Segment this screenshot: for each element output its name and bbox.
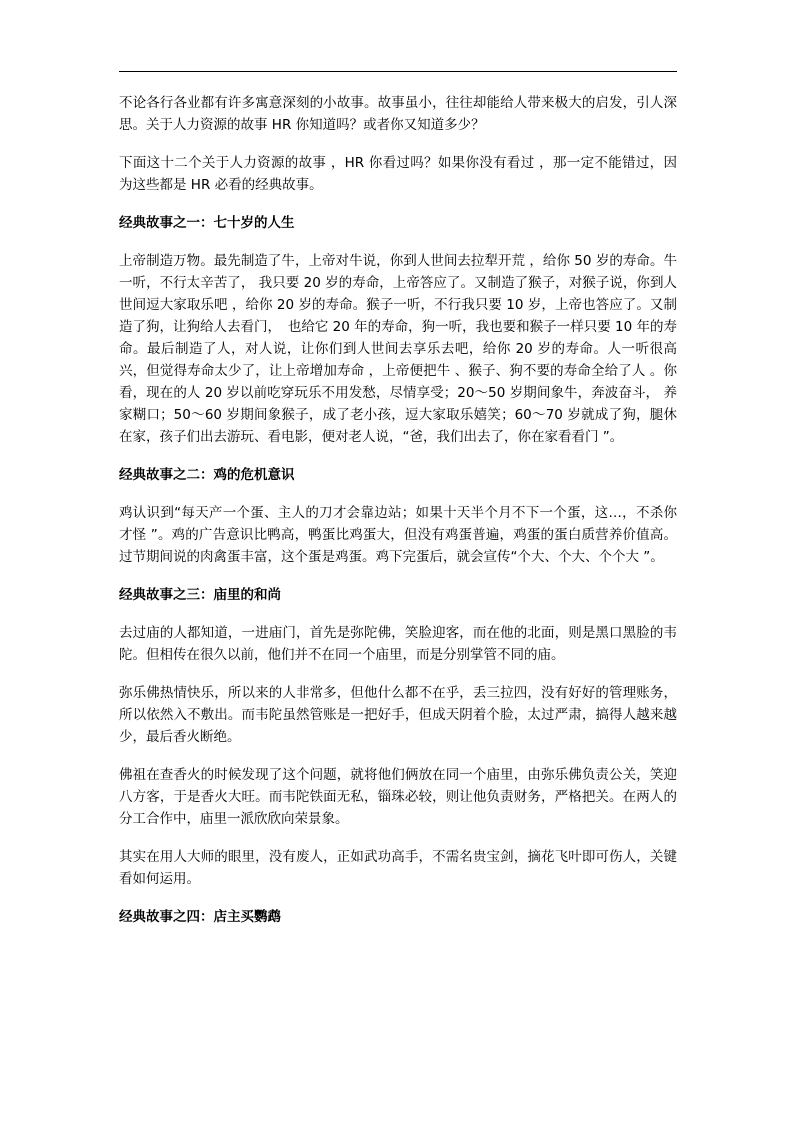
- story-paragraph: 弥乐佛热情快乐，所以来的人非常多，但他什么都不在乎，丢三拉四，没有好好的管理账务，所以依然入不敷出。而韦陀虽然管账是一把好手，但成天阴着个脸，太过严肃，搞得人越来越少，最后香火断绝。: [119, 685, 677, 745]
- story-paragraph: 鸡认识到“每天产一个蛋、主人的刀才会靠边站；如果十天半个月不下一个蛋，这…，不杀你才怪 ”。鸡的广告意识比鸭高，鸭蛋比鸡蛋大，但没有鸡蛋普遍，鸡蛋的蛋白质营养价值高。过节期间说的肉禽蛋丰富，这个蛋是鸡蛋。鸡下完蛋后，就会宣传“个大、个大、个个大 ”。: [119, 505, 677, 565]
- story-paragraph: 佛祖在查香火的时候发现了这个问题，就将他们俩放在同一个庙里，由弥乐佛负责公关，笑迎八方客，于是香火大旺。而韦陀铁面无私，锱珠必较，则让他负责财务，严格把关。在两人的分工合作中，庙里一派欣欣向荣景象。: [119, 767, 677, 827]
- header-rule: [119, 71, 677, 72]
- story-paragraph: 其实在用人大师的眼里，没有废人，正如武功高手，不需名贵宝剑，摘花飞叶即可伤人，关键看如何运用。: [119, 849, 677, 887]
- story-heading: 经典故事之二：鸡的危机意识: [119, 467, 295, 483]
- intro-paragraph: 下面这十二个关于人力资源的故事 ，HR 你看过吗？如果你没有看过 ，那一定不能错过，因为这些都是 HR 必看的经典故事。: [119, 155, 677, 193]
- story-paragraph: 去过庙的人都知道，一进庙门，首先是弥陀佛，笑脸迎客，而在他的北面，则是黑口黑脸的韦陀。但相传在很久以前，他们并不在同一个庙里，而是分别掌管不同的庙。: [119, 625, 677, 663]
- story-heading: 经典故事之四：店主买鹦鹉: [119, 909, 281, 925]
- story-heading: 经典故事之三：庙里的和尚: [119, 587, 281, 603]
- document-body: [119, 92, 677, 944]
- intro-paragraph: 不论各行各业都有许多寓意深刻的小故事。故事虽小，往往却能给人带来极大的启发，引人深思。关于人力资源的故事 HR 你知道吗？或者你又知道多少？: [119, 95, 677, 133]
- story-heading: 经典故事之一：七十岁的人生: [119, 215, 295, 231]
- story-paragraph: 上帝制造万物。最先制造了牛，上帝对牛说，你到人世间去拉犁开荒 ，给你 50 岁的寿命。牛一听，不行太辛苦了， 我只要 20 岁的寿命，上帝答应了。又制造了猴子，对猴子说，你到人世间逗大家取乐吧 ，给你 20 岁的寿命。猴子一听，不行我只要 10 岁，上帝也答应了。又制造了狗，让狗给人去看门， 也给它 20 年的寿命，狗一听，我也要和猴子一样只要 10 年的寿命。最后制造了人，对人说，让你们到人世间去享乐去吧，给你 20 岁的寿命。人一听很高兴，但觉得寿命太少了，让上帝增加寿命 ，上帝便把牛 、猴子、狗不要的寿命全给了人 。你看，现在的人 20 岁以前吃穿玩乐不用发愁，尽情享受；20～50 岁期间象牛，奔波奋斗， 养家糊口；50～60 岁期间象猴子，成了老小孩，逗大家取乐嬉笑；60～70 岁就成了狗，腿休在家，孩子们出去游玩、看电影，便对老人说，“爸，我们出去了，你在家看看门 ”。: [119, 253, 677, 445]
